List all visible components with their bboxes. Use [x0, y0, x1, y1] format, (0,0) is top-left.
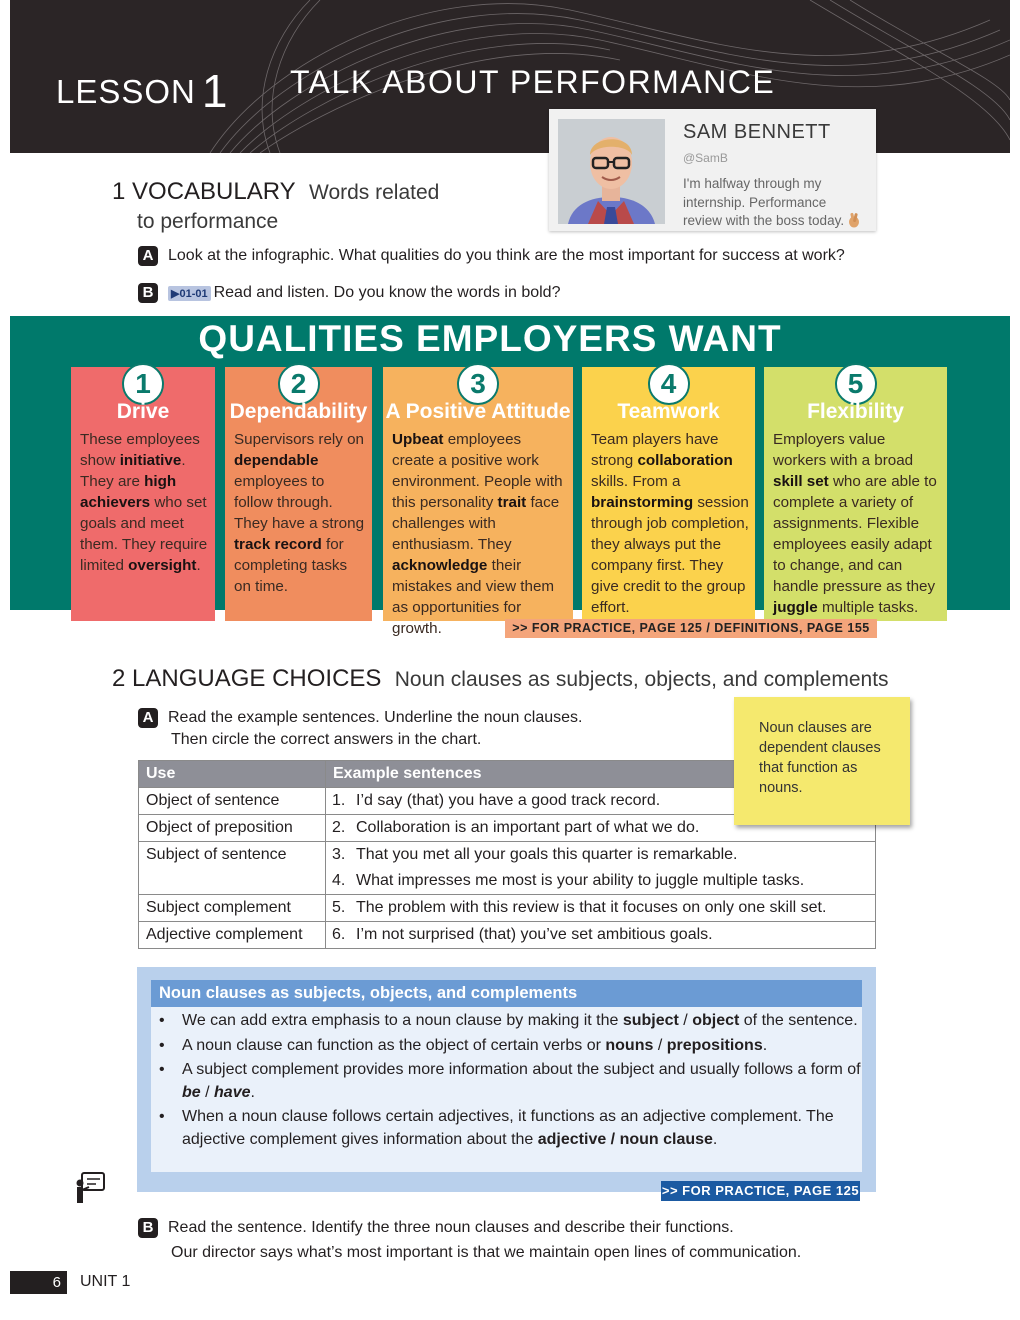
- quality-number: 3: [457, 363, 499, 405]
- table-cell-example: 3. That you met all your goals this quarter is remarkable. 4. What impresses me most is your ability to juggle multiple tasks.: [326, 842, 876, 895]
- exercise-b-instruction: B ▶01-01 Read and listen. Do you know the words in bold?: [138, 283, 560, 303]
- section-1-heading: 1 VOCABULARY Words related: [112, 178, 440, 205]
- lesson-number: 1: [201, 65, 229, 117]
- grammar-rule: • A subject complement provides more information about the subject and usually follows a form of be / have.: [182, 1059, 872, 1104]
- sticky-note: [734, 697, 910, 825]
- exercise-2a-instruction: A Read the example sentences. Underline the noun clauses.: [138, 708, 582, 728]
- quality-number: 2: [278, 363, 320, 405]
- table-row: [139, 842, 876, 895]
- quality-number: 5: [835, 363, 877, 405]
- table-cell-use: Object of sentence: [139, 788, 326, 815]
- quality-card-teamwork: [582, 367, 755, 621]
- table-row: [139, 922, 876, 949]
- grammar-box-title: Noun clauses as subjects, objects, and complements: [151, 980, 862, 1007]
- exercise-a-badge: A: [138, 246, 158, 266]
- table-header-examples: Example sentences: [326, 761, 876, 788]
- table-cell-use: Adjective complement: [139, 922, 326, 949]
- sticky-note-text: Noun clauses are dependent clauses that function as nouns.: [759, 720, 881, 796]
- quality-card-drive: [71, 367, 215, 621]
- grammar-practice-link[interactable]: >> FOR PRACTICE, PAGE 125: [661, 1181, 860, 1201]
- quality-title: A Positive Attitude: [385, 400, 571, 423]
- quality-title: Dependability: [229, 400, 368, 423]
- exercise-a-instruction: A Look at the infographic. What qualities do you think are the most important for success at work?: [138, 246, 845, 266]
- profile-card: [549, 109, 876, 231]
- lesson-title: TALK ABOUT PERFORMANCE: [290, 64, 776, 100]
- quality-description: Supervisors rely on dependable employees to follow through. They have a strong track record for completing tasks on time.: [234, 431, 365, 595]
- quality-card-dependability: [225, 367, 372, 621]
- table-cell-use: Object of preposition: [139, 815, 326, 842]
- section-2-heading: 2 LANGUAGE CHOICES Noun clauses as subjects, objects, and complements: [112, 665, 889, 692]
- profile-name: SAM BENNETT: [683, 121, 831, 143]
- crossed-fingers-icon: [848, 212, 860, 228]
- grammar-rule-list: [151, 1010, 872, 1153]
- table-header-use: Use: [139, 761, 326, 788]
- table-cell-example: 6. I’m not surprised (that) you’ve set ambitious goals.: [326, 922, 876, 949]
- quality-number: 1: [122, 363, 164, 405]
- exercise-b-badge: B: [138, 283, 158, 303]
- quality-title: Drive: [116, 400, 170, 423]
- exercise-2a-badge: A: [138, 708, 158, 728]
- profile-handle: @SamB: [683, 151, 728, 165]
- grammar-rule: • When a noun clause follows certain adjectives, it functions as an adjective complement. The adjective complement gives information about the adjective / noun clause.: [182, 1106, 872, 1151]
- quality-description: Upbeat employees create a positive work environment. People with this personality trait face challenges with enthusiasm. They acknowledge their mistakes and view them as opportunities for growth.: [392, 431, 563, 637]
- presenter-board-icon: [74, 1170, 106, 1204]
- quality-card-positive-attitude: [383, 367, 573, 637]
- table-cell-use: Subject of sentence: [139, 842, 326, 895]
- exercise-2b-instruction: B Read the sentence. Identify the three noun clauses and describe their functions.: [138, 1218, 734, 1238]
- quality-title: Teamwork: [617, 400, 720, 423]
- quality-title: Flexibility: [807, 400, 904, 423]
- exercise-2a-instruction-line2: Then circle the correct answers in the chart.: [171, 731, 482, 748]
- avatar: [558, 119, 665, 224]
- exercise-2b-badge: B: [138, 1218, 158, 1238]
- quality-description: Team players have strong collaboration skills. From a brainstorming session through job completion, they always put the company first. They give credit to the group effort.: [591, 431, 749, 616]
- exercise-2b-sentence: Our director says what’s most important is that we maintain open lines of communication.: [171, 1244, 802, 1261]
- table-cell-use: Subject complement: [139, 895, 326, 922]
- quality-card-flexibility: [764, 367, 947, 621]
- unit-label: UNIT 1: [80, 1273, 131, 1290]
- audio-track-button[interactable]: ▶01-01: [168, 286, 211, 301]
- lesson-label: LESSON 1: [56, 65, 229, 117]
- practice-definitions-link[interactable]: >> FOR PRACTICE, PAGE 125 / DEFINITIONS, PAGE 155: [505, 619, 877, 638]
- section-1-subheading-line2: to performance: [137, 210, 279, 233]
- profile-photo: [558, 119, 665, 224]
- profile-post: I'm halfway through my internship. Performance review with the boss today.: [683, 175, 863, 231]
- table-row: [139, 895, 876, 922]
- quality-number: 4: [648, 363, 690, 405]
- table-cell-example: 2. Collaboration is an important part of what we do.: [326, 815, 876, 842]
- quality-description: Employers value workers with a broad skill set who are able to complete a variety of assignments. Flexible employees easily adapt to change, and can handle pressure as they juggle multiple tasks.: [773, 431, 937, 616]
- quality-description: These employees show initiative. They are high achievers who set goals and meet them. They require limited oversight.: [80, 431, 208, 574]
- grammar-rule: • We can add extra emphasis to a noun clause by making it the subject / object of the sentence.: [182, 1010, 872, 1033]
- grammar-box: [137, 967, 876, 1192]
- grammar-rule: • A noun clause can function as the object of certain verbs or nouns / prepositions.: [182, 1035, 872, 1058]
- infographic-title: QUALITIES EMPLOYERS WANT: [198, 318, 782, 359]
- page-number: 6: [10, 1271, 67, 1294]
- table-cell-example: 1. I’d say (that) you have a good track record.: [326, 788, 876, 815]
- table-cell-example: 5. The problem with this review is that it focuses on only one skill set.: [326, 895, 876, 922]
